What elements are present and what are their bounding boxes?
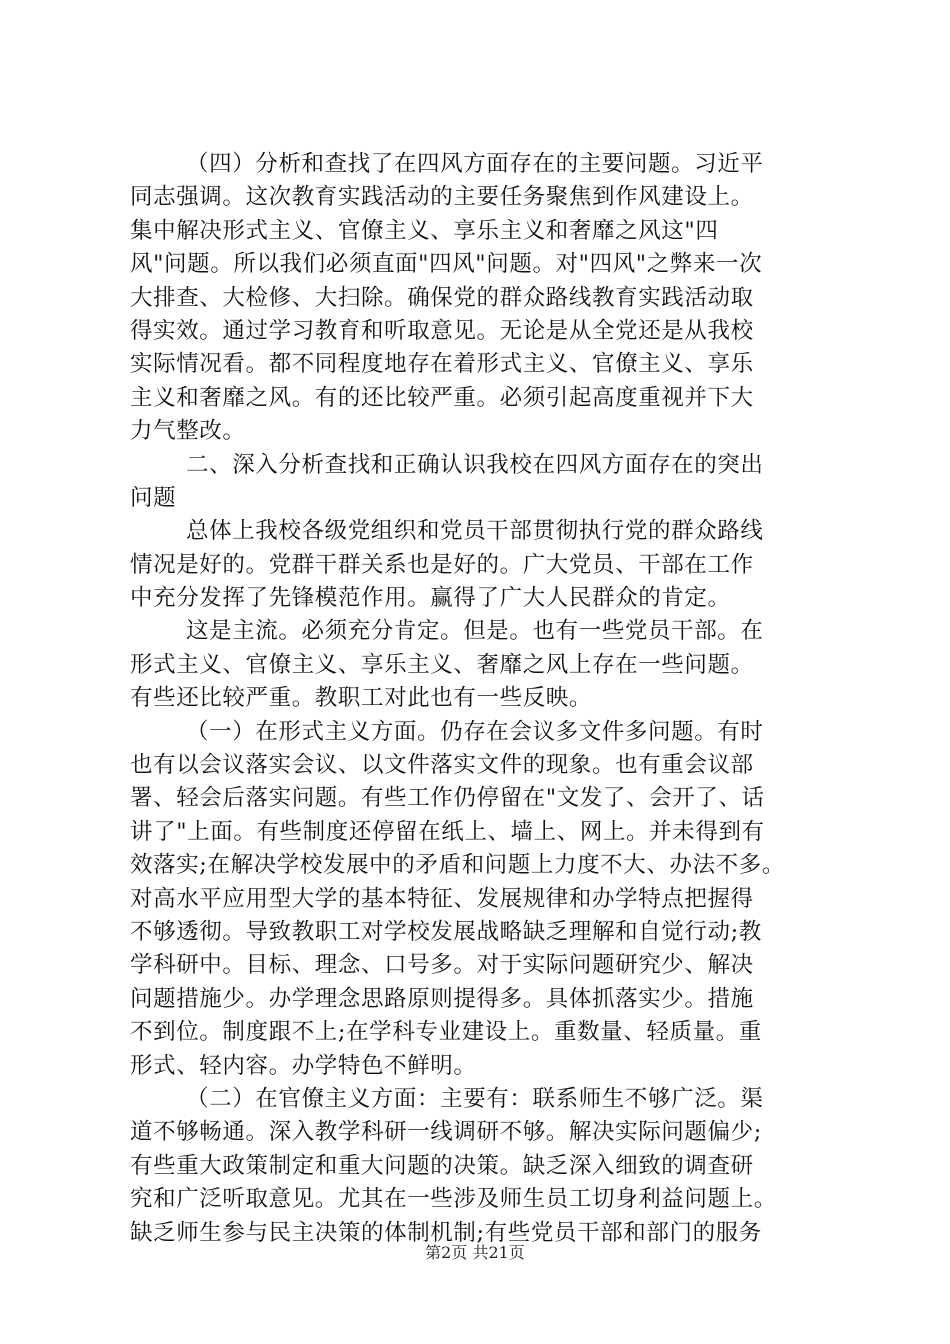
text-line: 究和广泛听取意见。尤其在一些涉及师生员工切身利益问题上。	[130, 1186, 777, 1213]
text-line: 学科研中。目标、理念、口号多。对于实际问题研究少、解决	[130, 952, 754, 979]
text-line: 对高水平应用型大学的基本特征、发展规律和办学特点把握得	[130, 885, 754, 912]
text-line: 中充分发挥了先锋模范作用。赢得了广大人民群众的肯定。	[130, 585, 731, 612]
text-line: 风"问题。所以我们必须直面"四风"问题。对"四风"之弊来一次	[130, 251, 763, 278]
text-line: 情况是好的。党群干群关系也是好的。广大党员、干部在工作	[130, 551, 754, 578]
text-line: （一）在形式主义方面。仍存在会议多文件多问题。有时	[186, 718, 764, 745]
text-line: 不到位。制度跟不上;在学科专业建设上。重数量、轻质量。重	[130, 1019, 762, 1046]
text-line: 同志强调。这次教育实践活动的主要任务聚焦到作风建设上。	[130, 184, 754, 211]
text-line: 主义和奢靡之风。有的还比较严重。必须引起高度重视并下大	[130, 384, 754, 411]
paragraph	[130, 716, 842, 1083]
text-line: 问题	[130, 484, 177, 511]
page-number-footer: 第2页 共21页	[425, 1243, 525, 1262]
text-line: 问题措施少。办学理念思路原则提得多。具体抓落实少。措施	[130, 985, 754, 1012]
text-line: 有些还比较严重。教职工对此也有一些反映。	[130, 685, 593, 712]
text-line: 道不够畅通。深入教学科研一线调研不够。解决实际问题偏少;	[130, 1119, 762, 1146]
text-line: 总体上我校各级党组织和党员干部贯彻执行党的群众路线	[186, 518, 764, 545]
text-line: 讲了"上面。有些制度还停留在纸上、墙上、网上。并未得到有	[130, 818, 765, 845]
text-line: 实际情况看。都不同程度地存在着形式主义、官僚主义、享乐	[130, 351, 754, 378]
text-line: 有些重大政策制定和重大问题的决策。缺乏深入细致的调查研	[130, 1152, 754, 1179]
paragraph	[130, 615, 842, 715]
document-body	[130, 148, 842, 1250]
text-line: 效落实;在解决学校发展中的矛盾和问题上力度不大、办法不多。	[130, 852, 785, 879]
paragraph	[130, 449, 842, 516]
text-line: 得实效。通过学习教育和听取意见。无论是从全党还是从我校	[130, 317, 754, 344]
text-line: 署、轻会后落实问题。有些工作仍停留在"文发了、会开了、话	[130, 785, 765, 812]
text-line: 形式、轻内容。办学特色不鲜明。	[130, 1052, 477, 1079]
text-line: 力气整改。	[130, 418, 246, 445]
text-line: 不够透彻。导致教职工对学校发展战略缺乏理解和自觉行动;教	[130, 918, 762, 945]
text-line: （二）在官僚主义方面：主要有：联系师生不够广泛。渠	[186, 1085, 764, 1112]
paragraph	[130, 148, 842, 449]
text-line: 缺乏师生参与民主决策的体制机制;有些党员干部和部门的服务	[130, 1219, 762, 1246]
text-line: 大排查、大检修、大扫除。确保党的群众路线教育实践活动取	[130, 284, 754, 311]
paragraph	[130, 515, 842, 615]
text-line: 二、深入分析查找和正确认识我校在四风方面存在的突出	[186, 451, 764, 478]
text-line: 也有以会议落实会议、以文件落实文件的现象。也有重会议部	[130, 752, 754, 779]
text-line: （四）分析和查找了在四风方面存在的主要问题。习近平	[186, 151, 764, 177]
text-line: 集中解决形式主义、官僚主义、享乐主义和奢靡之风这"四	[130, 217, 719, 244]
paragraph	[130, 1083, 842, 1250]
text-line: 形式主义、官僚主义、享乐主义、奢靡之风上存在一些问题。	[130, 651, 754, 678]
text-line: 这是主流。必须充分肯定。但是。也有一些党员干部。在	[186, 618, 764, 645]
